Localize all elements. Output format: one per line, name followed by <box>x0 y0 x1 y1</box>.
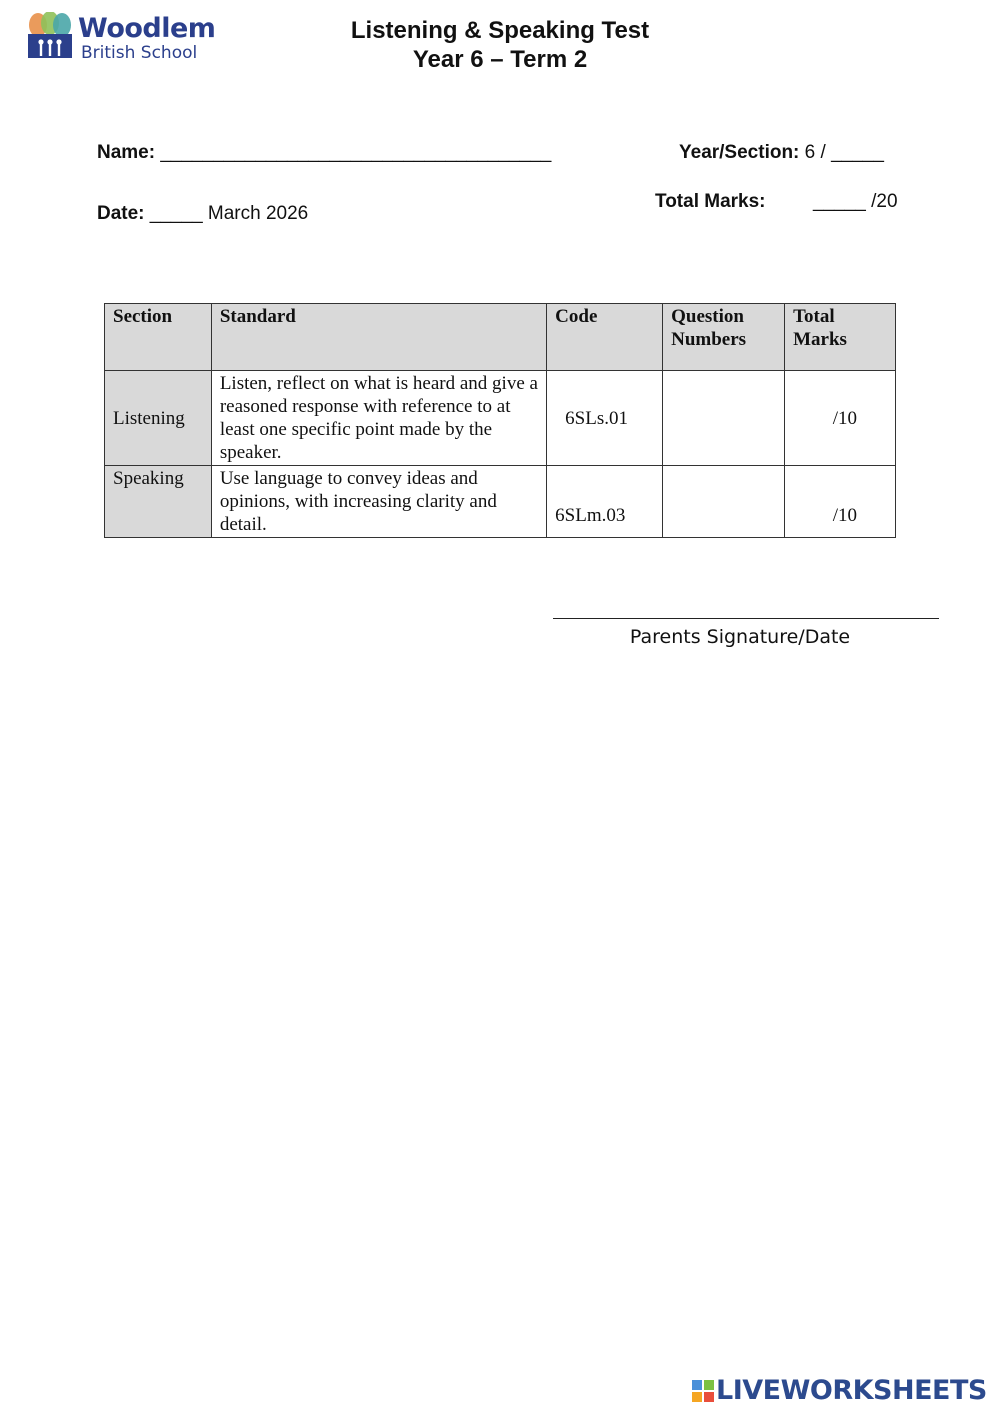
date-label: Date: <box>97 203 145 224</box>
logo-name: Woodlem <box>78 13 216 44</box>
liveworksheets-badge-icon <box>692 1380 714 1402</box>
header-total-marks: Total Marks <box>785 304 896 371</box>
total-marks-blank[interactable]: _____ /20 <box>813 191 898 212</box>
total-marks-label-wrap <box>655 190 766 214</box>
standard-cell: Use language to convey ideas and opinions, with increasing clarity and detail. <box>211 466 546 538</box>
school-logo <box>26 12 246 64</box>
code-cell: 6SLs.01 <box>547 371 663 466</box>
header-standard: Standard <box>211 304 546 371</box>
standard-cell: Listen, reflect on what is heard and give a reasoned response with reference to at least one specific point made by the speaker. <box>211 371 546 466</box>
section-cell: Speaking <box>105 466 212 538</box>
year-section-label: Year/Section: <box>679 142 800 163</box>
table-header-row <box>105 304 896 371</box>
standards-table <box>104 303 896 538</box>
logo-subtitle: British School <box>81 43 198 63</box>
table-row <box>105 371 896 466</box>
year-section-blank[interactable]: 6 / _____ <box>804 142 884 163</box>
header-code: Code <box>547 304 663 371</box>
test-subtitle: Year 6 – Term 2 <box>412 46 588 73</box>
total-marks-cell[interactable]: /10 <box>785 466 896 538</box>
header-question-numbers: Question Numbers <box>663 304 785 371</box>
total-marks-cell[interactable]: /10 <box>785 371 896 466</box>
date-blank[interactable]: _____ March 2026 <box>149 203 309 224</box>
test-title: Listening & Speaking Test <box>350 17 650 44</box>
liveworksheets-watermark <box>692 1374 992 1408</box>
total-marks-label: Total Marks: <box>655 191 766 212</box>
header-section: Section <box>105 304 212 371</box>
name-label: Name: <box>97 142 156 163</box>
code-cell: 6SLm.03 <box>547 466 663 538</box>
section-cell: Listening <box>105 371 212 466</box>
date-field[interactable] <box>97 202 308 226</box>
year-section-field[interactable] <box>679 141 884 165</box>
school-logo-icon <box>26 12 74 60</box>
signature-label: Parents Signature/Date <box>629 626 851 648</box>
table-row <box>105 466 896 538</box>
signature-line[interactable] <box>553 618 939 619</box>
total-marks-field[interactable] <box>813 190 898 214</box>
name-blank[interactable]: _____________________________________ <box>160 142 552 163</box>
watermark-text: LIVEWORKSHEETS <box>716 1375 987 1406</box>
question-numbers-cell[interactable] <box>663 371 785 466</box>
name-field[interactable] <box>97 141 551 165</box>
question-numbers-cell[interactable] <box>663 466 785 538</box>
